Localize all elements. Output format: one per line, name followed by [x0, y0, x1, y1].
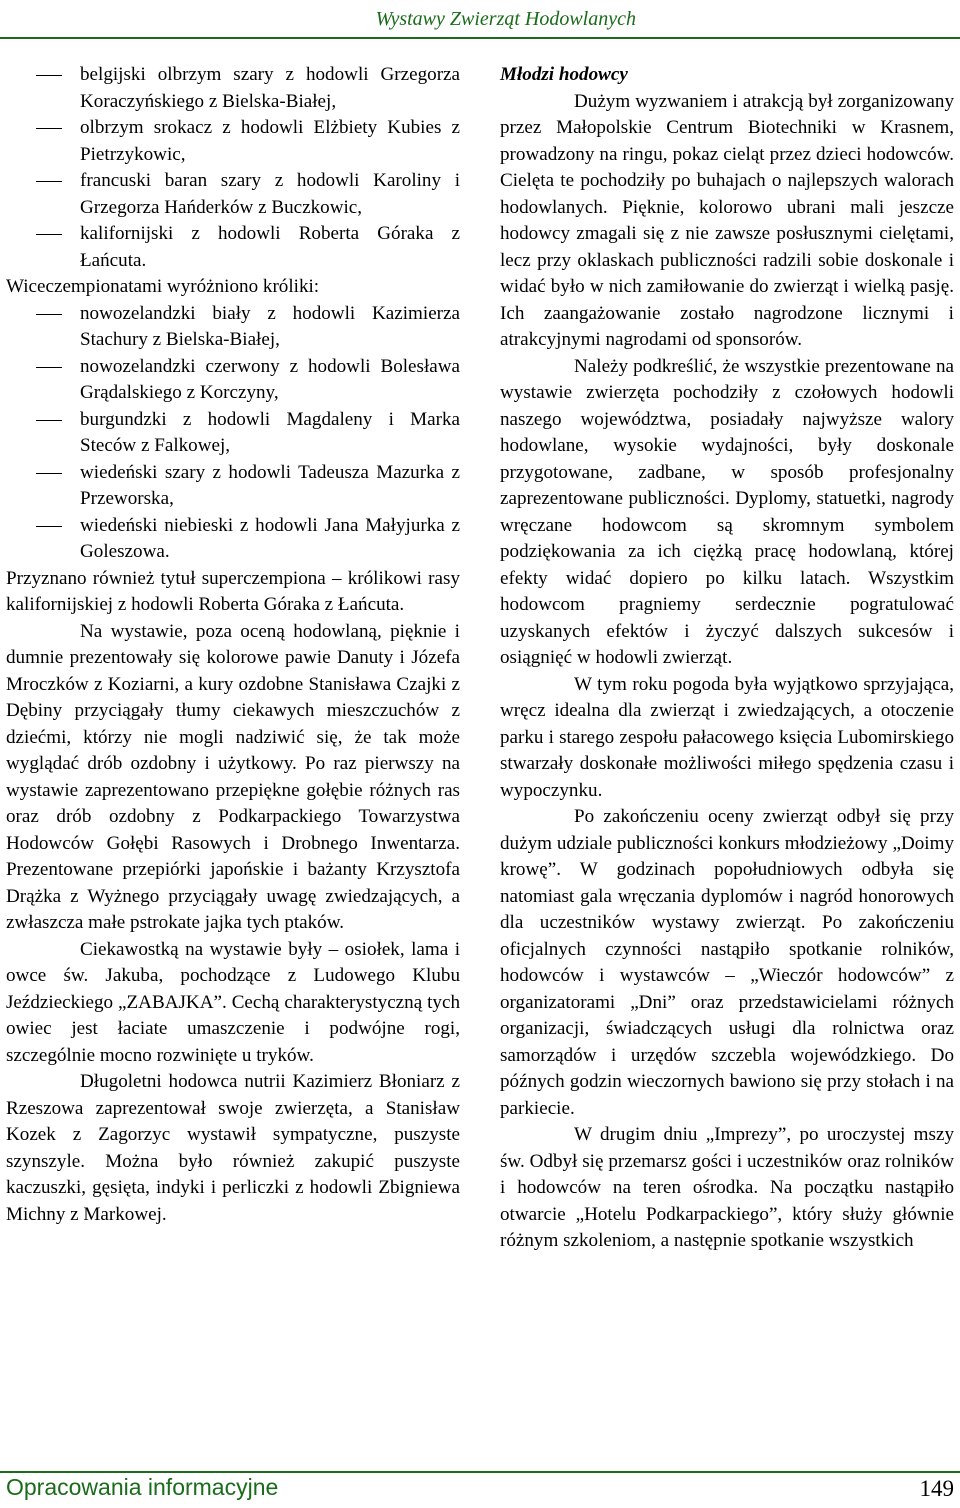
- list-item: nowozelandzki czerwony z hodowli Bolesława Grądalskiego z Korczyny,: [6, 354, 460, 407]
- paragraph-vice-champions: Wiceczempionatami wyróżniono króliki:: [6, 276, 320, 297]
- paragraph-second-day: W drugim dniu „Imprezy”, po uroczystej mszy św. Odbył się przemarsz gości i uczestników oraz rolników i hodowców na teren ośrodka. Na początku nastąpiło otwarcie „Hotelu Podkarpackiego”, który służy głównie różnym szkoleniom, a następnie spotkanie wszystkich: [500, 1124, 954, 1251]
- paragraph-weather: W tym roku pogoda była wyjątkowo sprzyjająca, wręcz idealna dla zwierząt i zwiedzających, a otoczenie parku i starego zespołu pałacowego księcia Lubomirskiego stwarzały doskonałe możliwości miłego spędzenia czasu i wypoczynku.: [500, 673, 954, 801]
- list-item: burgundzki z hodowli Magdaleny i Marka Steców z Falkowej,: [6, 407, 460, 460]
- vice-champions-list: [6, 301, 460, 566]
- page-header: [0, 0, 960, 44]
- list-item: wiedeński niebieski z hodowli Jana Małyjurka z Goleszowa.: [6, 513, 460, 566]
- champions-list: [6, 62, 460, 274]
- header-rule: [0, 37, 960, 39]
- page-number: 149: [919, 1476, 954, 1501]
- running-header-title: Wystawy Zwierząt Hodowlanych: [375, 8, 636, 30]
- list-item: wiedeński szary z hodowli Tadeusza Mazurka z Przeworska,: [6, 460, 460, 513]
- list-item: belgijski olbrzym szary z hodowli Grzegorza Koraczyńskiego z Bielska-Białej,: [6, 62, 460, 115]
- left-column: [6, 62, 460, 1228]
- paragraph-contest: Po zakończeniu oceny zwierząt odbył się przy dużym udziale publiczności konkurs młodzieżowy „Doimy krowę”. W godzinach popołudniowych odbyła się natomiast gala wręczania dyplomów i nagród honorowych dla uczestników wystawy zwierząt. Po zakończeniu oficjalnych czynności nastąpiło spotkanie rolników, hodowców i wystawców – „Wieczór hodowców” z organizatorami „Dni” oraz przedstawicielami różnych organizacji, świadczących usługi dla rolnictwa oraz samorządów i urzędów szczebla wojewódzkiego. Do późnych godzin wieczornych bawiono się przy stołach i na parkiecie.: [500, 806, 954, 1119]
- right-column: [500, 62, 954, 1255]
- page-footer: [0, 1460, 960, 1508]
- list-item: kalifornijski z hodowli Roberta Góraka z Łańcuta.: [6, 221, 460, 274]
- paragraph-superchampion: Przyznano również tytuł superczempiona – królikowi rasy kalifornijskiej z hodowli Roberta Góraka z Łańcuta.: [6, 567, 460, 615]
- list-item: olbrzym srokacz z hodowli Elżbiety Kubies z Pietrzykowic,: [6, 115, 460, 168]
- footer-rule: [0, 1471, 960, 1473]
- section-heading: Młodzi hodowcy: [500, 64, 628, 85]
- list-item: francuski baran szary z hodowli Karoliny i Grzegorza Hańderków z Buczkowic,: [6, 168, 460, 221]
- paragraph-nutria: Długoletni hodowca nutrii Kazimierz Błoniarz z Rzeszowa zaprezentował swoje zwierzęta, a Stanisław Kozek z Zagorzyc wystawił sympatyczne, puszyste szynszyle. Można było również zakupić puszyste kaczuszki, gęsięta, indyki i perliczki z hodowli Zbigniewa Michny z Markowej.: [6, 1071, 460, 1225]
- paragraph-emphasis: Należy podkreślić, że wszystkie prezentowane na wystawie zwierzęta pochodziły z czołowych hodowli naszego województwa, posiadały najwyższe walory hodowlane, wysokie wydajności, były doskonale przygotowane, zadbane, w sposób profesjonalny zaprezentowane publiczności. Dyplomy, statuetki, nagrody wręczane hodowcom są skromnym symbolem podziękowania za ich ciężką pracę hodowlaną, której efekty widać dopiero po kilku latach. Wszystkim hodowcom pragniemy serdecznie pogratulować uzyskanych efektów i życzyć dalszych sukcesów i osiągnięć w hodowli zwierząt.: [500, 355, 954, 668]
- footer-section-label: Opracowania informacyjne: [6, 1474, 279, 1500]
- paragraph-curiosity: Ciekawostką na wystawie były – osiołek, lama i owce św. Jakuba, pochodzące z Ludowego Klubu Jeździeckiego „ZABAJKA”. Cechą charakterystyczną tych owiec jest łaciate umaszczenie i podwójne rogi, szczególnie mocno rozwinięte u tryków.: [6, 938, 460, 1066]
- list-item: nowozelandzki biały z hodowli Kazimierza Stachury z Bielska-Białej,: [6, 301, 460, 354]
- paragraph-young-breeders: Dużym wyzwaniem i atrakcją był zorganizowany przez Małopolskie Centrum Biotechniki w Krasnem, prowadzony na ringu, pokaz cieląt przez dzieci hodowców. Cielęta te pochodziły po buhajach o najlepszych walorach hodowlanych. Pięknie, kolorowo ubrani mali jeszcze hodowcy zmagali się z nie zawsze posłusznymi cielętami, lecz przy oklaskach publiczności radzili sobie doskonale i widać było w nich zamiłowanie do zwierząt i wielką pasję. Ich zaangażowanie zostało nagrodzone licznymi i atrakcyjnymi nagrodami od sponsorów.: [500, 90, 954, 350]
- paragraph-exhibition: Na wystawie, poza oceną hodowlaną, pięknie i dumnie prezentowały się kolorowe pawie Danuty i Józefa Mroczków z Koziarni, a kury ozdobne Stanisława Czajki z Dębiny przyciągały tłumy ciekawych mieszczuchów z dziećmi, którzy nie mogli nadziwić się, że tak może wyglądać drób ozdobny i użytkowy. Po raz pierwszy na wystawie zaprezentowano przepiękne gołębie różnych ras oraz drób ozdobny z Podkarpackiego Towarzystwa Hodowców Gołębi Rasowych i Drobnego Inwentarza. Prezentowane przepiórki japońskie i bażanty Krzysztofa Drążka z Wyżnego przyciągały uwagę zwiedzających, a zwłaszcza małe pstrokate jajka tych ptaków.: [6, 620, 460, 933]
